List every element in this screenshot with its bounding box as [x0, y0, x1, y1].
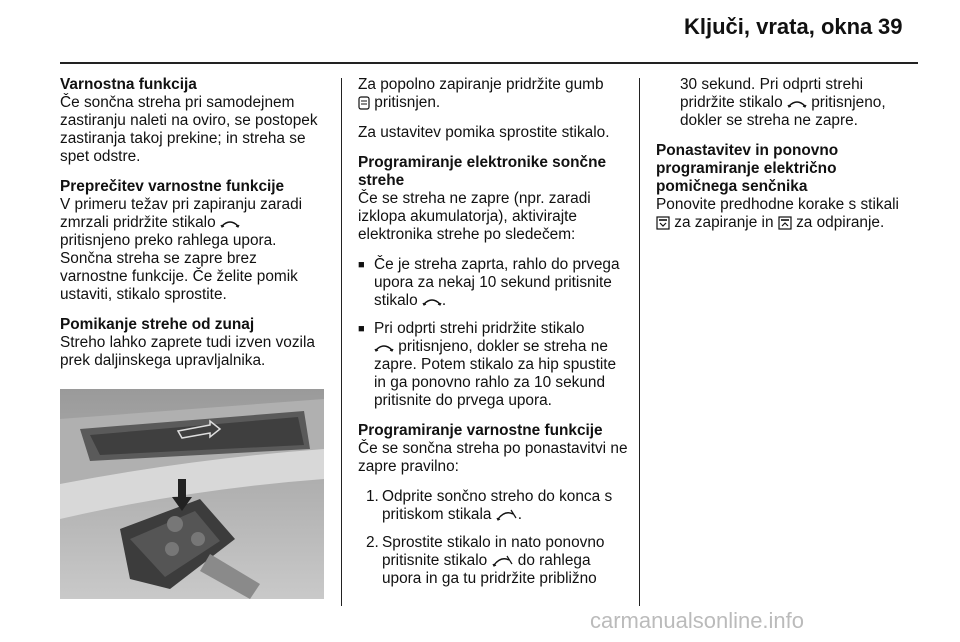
bullet-item-1 — [358, 256, 628, 310]
paragraph-full-close-b: pritisnjen. — [374, 94, 441, 111]
heading-safety-function: Varnostna funkcija — [60, 76, 197, 93]
heading-outside-close: Pomikanje strehe od zunaj — [60, 316, 255, 333]
bullet-item-2 — [358, 320, 628, 410]
roof-switch-open-icon — [496, 508, 518, 522]
column-1 — [60, 76, 328, 382]
roof-close-button-icon — [358, 96, 370, 110]
heading-reset-sunshade: Ponastavitev in ponovno programiranje električno pomičnega senčnika — [656, 142, 839, 195]
paragraph-program-electronics: Če se streha ne zapre (npr. zaradi izklopa akumulatorja), aktivirajte elektronika strehe po sledečem: — [358, 190, 591, 243]
paragraph-program-safety: Če se sončna streha po ponastavitvi ne zapre pravilno: — [358, 440, 628, 475]
column-3 — [656, 76, 918, 244]
car-roof-key-illustration — [60, 389, 324, 599]
heading-prevent-safety: Preprečitev varnostne funkcije — [60, 178, 285, 195]
step-number-1: 1. — [366, 488, 379, 505]
numbered-item-1 — [358, 488, 628, 524]
paragraph-continued-a: 30 sekund. Pri odprti strehi pridržite stikalo — [680, 76, 864, 111]
bullet-1-text-b: . — [441, 292, 447, 309]
paragraph-prevent-safety-b: pritisnjeno preko rahlega upora. Sončna streha se zapre brez varnostne funkcije. Če želite pomik ustaviti, stikalo sprostite. — [60, 232, 298, 303]
column-divider-1 — [341, 78, 342, 606]
bullet-2-text-a: Pri odprti strehi pridržite stikalo — [374, 320, 585, 337]
paragraph-reset-c: za odpiranje. — [796, 214, 885, 231]
header-rule — [60, 62, 918, 64]
column-divider-2 — [639, 78, 640, 606]
step-number-2: 2. — [366, 534, 379, 551]
paragraph-safety-function: Če sončna streha pri samodejnem zastiranju naleti na oviro, se postopek zastiranja takoj prekine; in streha se spet odstre. — [60, 94, 318, 165]
paragraph-outside-close: Streho lahko zaprete tudi izven vozila prek daljinskega upravljalnika. — [60, 334, 315, 369]
roof-switch-close-icon — [220, 218, 240, 230]
column-2 — [358, 76, 628, 598]
sunshade-open-icon — [778, 216, 792, 230]
paragraph-continued-b: pritisnjeno, dokler se streha ne zapre. — [680, 94, 886, 129]
step-2-text-a: Sprostite stikalo in nato ponovno pritisnite stikalo — [382, 534, 605, 569]
paragraph-stop-movement: Za ustavitev pomika sprostite stikalo. — [358, 124, 610, 141]
roof-switch-close-icon — [374, 342, 394, 354]
roof-switch-close-icon — [422, 296, 442, 308]
bullet-2-text-b: pritisnjeno, dokler se streha ne zapre. Potem stikalo za hip spustite in ga ponovno rahlo za 10 sekund pritisnite do prvega upora. — [374, 338, 617, 409]
watermark: carmanualsonline.info — [590, 608, 805, 633]
paragraph-full-close-a: Za popolno zapiranje pridržite gumb — [358, 76, 604, 93]
roof-switch-close-icon — [787, 98, 807, 110]
roof-switch-open-icon — [492, 554, 514, 568]
sunshade-close-icon — [656, 216, 670, 230]
paragraph-prevent-safety-a: V primeru težav pri zapiranju zaradi zmrzali pridržite stikalo — [60, 196, 303, 231]
page-number: 39 — [878, 14, 903, 39]
step-1-text-b: . — [517, 506, 523, 523]
step-1-text-a: Odprite sončno streho do konca s pritiskom stikala — [382, 488, 613, 523]
paragraph-reset-a: Ponovite predhodne korake s stikali — [656, 196, 899, 213]
page-header-title: Ključi, vrata, okna — [684, 14, 873, 39]
step-2-text-b: do rahlega upora in ga tu pridržite približno — [382, 552, 597, 587]
heading-program-electronics: Programiranje elektronike sončne strehe — [358, 154, 607, 189]
heading-program-safety: Programiranje varnostne funkcije — [358, 422, 603, 439]
bullet-1-text-a: Če je streha zaprta, rahlo do prvega upora za nekaj 10 sekund pritisnite stikalo — [374, 256, 620, 309]
numbered-item-2 — [358, 534, 628, 588]
paragraph-reset-b: za zapiranje in — [674, 214, 774, 231]
